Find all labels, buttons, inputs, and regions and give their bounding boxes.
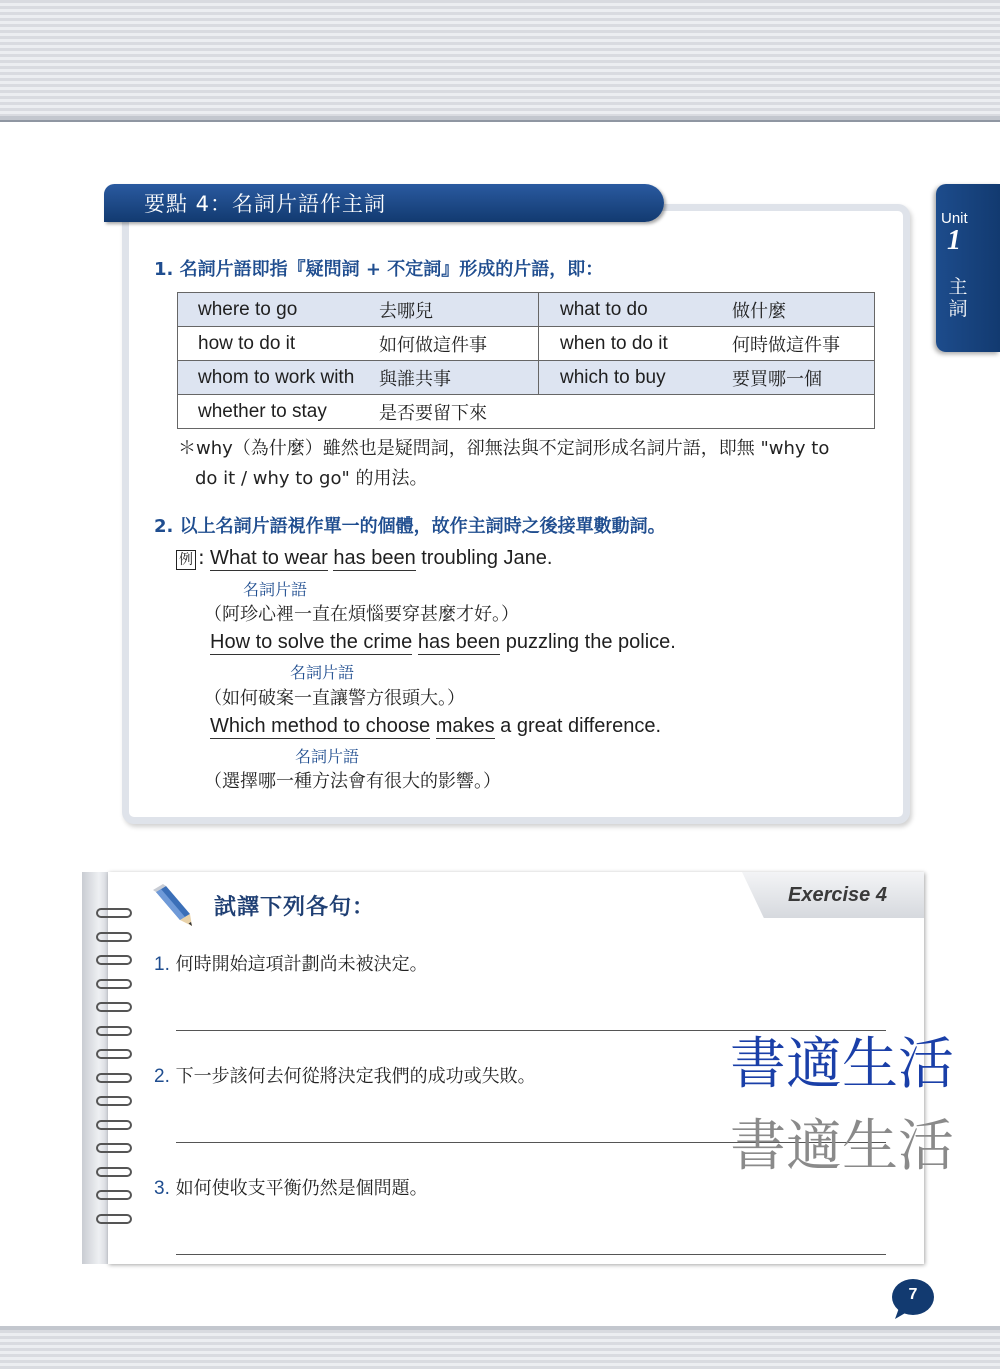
question-text: 下一步該何去何從將決定我們的成功或失敗。	[175, 1066, 536, 1087]
table-row	[178, 361, 875, 395]
sentence-verb: has been	[417, 631, 501, 653]
table-row	[178, 327, 875, 361]
phrase-zh: 要買哪一個	[732, 368, 822, 390]
sentence-subject: How to solve the crime	[210, 631, 413, 653]
example-translation: （如何破案一直讓警方很頭大。）	[204, 688, 465, 709]
sentence-rest: puzzling the police.	[500, 631, 676, 653]
watermark-line-2: 書適生活	[730, 1114, 954, 1179]
example-mark: 例	[176, 550, 196, 570]
point-1-heading: 1. 名詞片語即指『疑問詞 + 不定詞』形成的片語，即：	[154, 259, 604, 280]
usage-note	[178, 434, 878, 494]
noun-phrase-tag: 名詞片語	[290, 663, 355, 682]
notebook-spine	[82, 872, 110, 1264]
phrase-en: what to do	[560, 298, 648, 320]
binding-ring	[96, 1073, 132, 1083]
binding-ring	[96, 1214, 132, 1224]
noun-phrase-tag: 名詞片語	[243, 580, 308, 599]
point-2-heading: 2. 以上名詞片語視作單一的個體，故作主詞時之後接單數動詞。	[154, 516, 666, 537]
question-text: 何時開始這項計劃尚未被決定。	[175, 954, 428, 975]
phrase-zh: 如何做這件事	[379, 334, 487, 356]
phrase-zh: 是否要留下來	[379, 402, 487, 424]
noun-phrase-tag: 名詞片語	[295, 747, 360, 766]
example-sentence	[210, 715, 661, 738]
exercise-title: 試譯下列各句：	[214, 895, 376, 920]
binding-ring	[96, 1049, 132, 1059]
example-colon: :	[198, 545, 205, 569]
unit-number: 1	[947, 225, 961, 256]
binding-ring	[96, 979, 132, 989]
binding-ring	[96, 1096, 132, 1106]
question-3	[154, 1174, 428, 1200]
page-number: 7	[908, 1286, 918, 1303]
phrase-zh: 與誰共事	[379, 368, 451, 390]
binding-ring	[96, 1120, 132, 1130]
vocab-table	[177, 292, 875, 429]
binding-ring	[96, 1026, 132, 1036]
binding-ring	[96, 908, 132, 918]
phrase-zh: 做什麼	[732, 300, 786, 322]
watermark-line-1: 書適生活	[730, 1032, 954, 1097]
question-text: 如何使收支平衡仍然是個問題。	[175, 1178, 428, 1199]
phrase-en: where to go	[198, 298, 298, 320]
binding-ring	[96, 932, 132, 942]
note-line-1: ＊why（為什麼）雖然也是疑問詞，卻無法與不定詞形成名詞片語，即無 "why to	[178, 438, 830, 459]
sentence-rest: a great difference.	[494, 715, 661, 737]
phrase-en: whether to stay	[198, 400, 327, 422]
phrase-en: how to do it	[198, 332, 296, 354]
key-point-title: 要點 4：名詞片語作主詞	[144, 192, 387, 216]
sentence-verb: has been	[333, 547, 416, 569]
table-row	[178, 395, 875, 429]
binding-ring	[96, 1143, 132, 1153]
table-row	[178, 293, 875, 327]
binding-ring	[96, 955, 132, 965]
top-decor-band	[0, 0, 1000, 120]
sentence-subject: What to wear	[210, 547, 328, 569]
exercise-label: Exercise 4	[788, 884, 887, 906]
binding-ring	[96, 1167, 132, 1177]
question-number: 1.	[154, 954, 170, 975]
example-translation: （阿珍心裡一直在煩惱要穿甚麼才好。）	[204, 604, 519, 625]
phrase-en: which to buy	[560, 366, 666, 388]
note-line-2: do it / why to go" 的用法。	[195, 468, 428, 489]
sentence-verb: makes	[435, 715, 495, 737]
answer-line-3[interactable]	[176, 1254, 886, 1255]
sentence-rest: troubling Jane.	[415, 547, 553, 569]
phrase-en: whom to work with	[198, 366, 355, 388]
unit-tab	[936, 184, 1000, 352]
question-1	[154, 950, 428, 976]
question-number: 3.	[154, 1178, 170, 1199]
example-sentence	[210, 547, 552, 570]
unit-label: Unit	[941, 210, 968, 227]
unit-subtitle: 主詞	[948, 276, 968, 320]
example-sentence	[210, 631, 676, 654]
phrase-en: when to do it	[560, 332, 668, 354]
phrase-zh: 去哪兒	[379, 300, 433, 322]
binding-ring	[96, 1002, 132, 1012]
phrase-zh: 何時做這件事	[732, 334, 840, 356]
bottom-decor-band	[0, 1326, 1000, 1369]
binding-ring	[96, 1190, 132, 1200]
question-2	[154, 1062, 536, 1088]
sentence-subject: Which method to choose	[210, 715, 431, 737]
example-translation: （選擇哪一種方法會有很大的影響。）	[204, 771, 501, 792]
question-number: 2.	[154, 1066, 170, 1087]
pencil-icon	[150, 884, 194, 928]
